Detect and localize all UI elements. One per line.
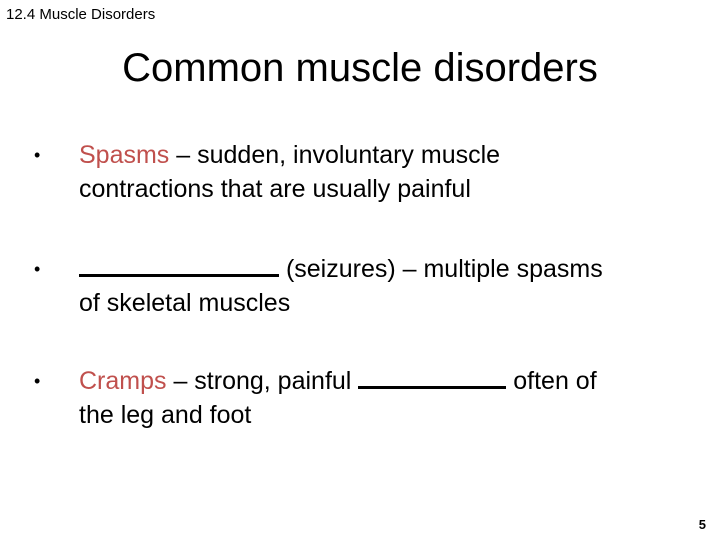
bullet-marker: • [34, 371, 41, 391]
bullet-description-line2: the leg and foot [79, 401, 252, 429]
bullet-marker: • [34, 145, 41, 165]
slide-title: Common muscle disorders [122, 46, 598, 90]
term-spasms: Spasms [79, 141, 170, 169]
fill-in-blank [79, 252, 279, 277]
bullet-description-line1: – sudden, involuntary muscle [169, 141, 501, 169]
bullet-description-line1b: often of [506, 367, 597, 395]
bullet-text [79, 252, 679, 320]
bullet-text [79, 364, 679, 432]
bullet-description-line2: contractions that are usually painful [79, 175, 471, 203]
fill-in-blank [358, 364, 506, 389]
bullet-description-line1a: – strong, painful [166, 367, 359, 395]
section-label: 12.4 Muscle Disorders [6, 6, 156, 23]
page-number: 5 [698, 517, 706, 532]
term-cramps: Cramps [79, 367, 167, 395]
bullet-description-line2: of skeletal muscles [79, 289, 291, 317]
bullet-marker: • [34, 259, 41, 279]
bullet-description-line1: (seizures) – multiple spasms [279, 255, 603, 283]
bullet-text [79, 138, 679, 206]
